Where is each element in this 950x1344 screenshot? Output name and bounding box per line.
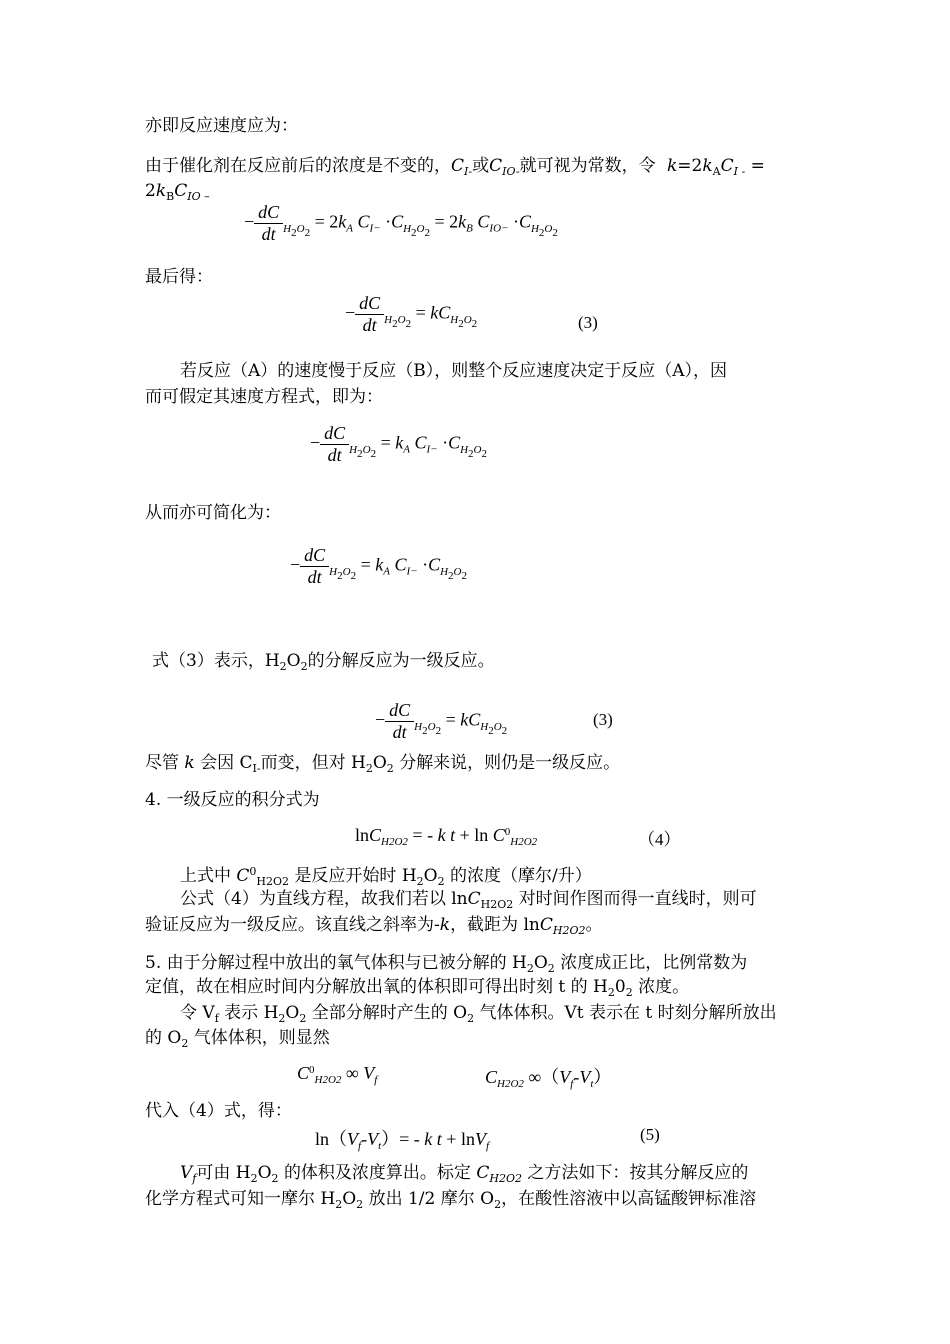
text-line: 化学方程式可知一摩尔 $H_2O_2$ 放出 1/2 摩尔 $O_2$，在酸性溶液中以高锰酸钾标准溶 bbox=[145, 1189, 757, 1211]
text-line: 由于催化剂在反应前后的浓度是不变的，$C_{I-}$或$C_{IO-}$就可视为常数，令 $k=2k_AC_{I -}$ = bbox=[145, 156, 765, 178]
text-span: 式（3）表示， bbox=[152, 651, 265, 671]
text-line: 最后得： bbox=[145, 267, 213, 287]
text-line: 从而亦可简化为： bbox=[145, 503, 281, 523]
equation-number: (3) bbox=[593, 710, 613, 729]
text-line: $2k_BC_{IO -}$ bbox=[145, 181, 210, 203]
text-span: 气体体积。Vt 表示在 t 时刻分解所放出 bbox=[479, 1003, 777, 1023]
text-span: 或 bbox=[472, 156, 490, 176]
text-span: 浓度成正比，比例常数为 bbox=[560, 953, 748, 973]
text-span: 化学方程式可知一摩尔 bbox=[145, 1189, 315, 1209]
text-line: 亦即反应速度应为： bbox=[145, 116, 298, 136]
text-span: 浓度。 bbox=[638, 977, 690, 997]
equation-number: （4） bbox=[638, 830, 681, 849]
text-span: 由于催化剂在反应前后的浓度是不变的， bbox=[145, 156, 451, 176]
equation-number: (5) bbox=[640, 1125, 660, 1144]
text-line: 若反应（A）的速度慢于反应（B），则整个反应速度决定于反应（A），因 bbox=[180, 361, 728, 381]
text-line: 4. 一级反应的积分式为 bbox=[145, 790, 320, 810]
text-span: 的 bbox=[145, 1028, 162, 1048]
text-line: 上式中 $C^0_{H2O2}$ 是反应开始时 $H_2O_2$ 的浓度（摩尔/升） bbox=[180, 865, 592, 888]
text-line: 的 $O_2$ 气体体积，则显然 bbox=[145, 1028, 330, 1050]
text-span: 5. 由于分解过程中放出的氧气体积与已被分解的 bbox=[145, 953, 507, 973]
equation: lnC$_{H2O2}$ = - k $t + \ln C^0_{H2O2}$ bbox=[355, 825, 538, 848]
text-span: 的分解反应为一级反应。 bbox=[307, 651, 495, 671]
equation: − $\frac{dC}{dt}$ $_{H_2O_2} = k_A$ $C_{I-} \cdot C_{H_2O_2}$ bbox=[290, 545, 467, 587]
equation: − $\frac{dC}{dt}$ $_{H_2O_2} = k_A$ $C_{I-} \cdot C_{H_2O_2}$ bbox=[310, 423, 487, 465]
text-span: ，截距为 bbox=[450, 915, 519, 935]
text-span: 验证反应为一级反应。该直线之斜率为 bbox=[145, 915, 434, 935]
text-span: 的浓度（摩尔/升） bbox=[450, 866, 592, 886]
text-span: 对时间作图而得一直线时，则可 bbox=[518, 889, 757, 909]
text-span: 可由 bbox=[196, 1163, 231, 1183]
text-span: 全部分解时产生的 bbox=[311, 1003, 448, 1023]
text-span: 放出 1/2 摩尔 bbox=[368, 1189, 475, 1209]
text-line: 定值，故在相应时间内分解放出氧的体积即可得出时刻 t 的 $H_20_2$ 浓度。 bbox=[145, 977, 690, 999]
text-span: ，在酸性溶液中以高锰酸钾标准溶 bbox=[501, 1189, 757, 1209]
text-line: $V_f$可由 $H_2O_2$ 的体积及浓度算出。标定 $C_{H2O2}$ 之方法如下：按其分解反应的 bbox=[180, 1163, 749, 1185]
text-span: 公式（4）为直线方程，故我们若以 bbox=[180, 889, 446, 909]
text-span: 气体体积，则显然 bbox=[193, 1028, 330, 1048]
equation: $\ln(V_f-V_t)= - k$ t + lnV$_f$ bbox=[315, 1129, 490, 1152]
text-line: 5. 由于分解过程中放出的氧气体积与已被分解的 $H_2O_2$ 浓度成正比，比例常数为 bbox=[145, 953, 748, 975]
text-span: 会因 bbox=[200, 753, 235, 773]
text-span: 的体积及浓度算出。标定 bbox=[283, 1163, 471, 1183]
text-line: 代入（4）式，得： bbox=[145, 1101, 292, 1121]
text-span: 是反应开始时 bbox=[294, 866, 397, 886]
text-span: 令 bbox=[180, 1003, 197, 1023]
text-line: 公式（4）为直线方程，故我们若以 lnC$_{H2O2}$ 对时间作图而得一直线时，则可 bbox=[180, 889, 757, 911]
text-span: 尽管 bbox=[145, 753, 179, 773]
text-line: 令 $V_f$ 表示 $H_2O_2$ 全部分解时产生的 $O_2$ 气体体积。Vt 表示在 t 时刻分解所放出 bbox=[180, 1003, 777, 1025]
equation: − $\frac{dC}{dt}$ $_{H_2O_2} = 2k_A$ $C_{I-} \cdot C_{H_2O_2} = 2k_B$ $C_{IO-} \cdot C_{H_2O_2}$ bbox=[244, 202, 558, 244]
text-span: 表示 bbox=[224, 1003, 259, 1023]
equation: $C_{H2O2}$ $\infty(V_f-V_t)$ bbox=[485, 1067, 612, 1090]
text-span: 就可视为常数，令 bbox=[519, 156, 656, 176]
text-line: 验证反应为一级反应。该直线之斜率为-k，截距为 lnC$_{H2O2}$。 bbox=[145, 915, 603, 937]
equation: − $\frac{dC}{dt}$ $_{H_2O_2} = kC_{H_2O_2}$ bbox=[375, 700, 508, 742]
text-line: 尽管 k 会因 $C_{I-}$而变，但对 $H_2O_2$ 分解来说，则仍是一级反应。 bbox=[145, 753, 621, 775]
text-span: 上式中 bbox=[180, 866, 231, 886]
text-span: 之方法如下：按其分解反应的 bbox=[527, 1163, 749, 1183]
text-span: 分解来说，则仍是一级反应。 bbox=[399, 753, 621, 773]
text-line: 而可假定其速度方程式，即为： bbox=[145, 387, 383, 407]
text-span: 定值，故在相应时间内分解放出氧的体积即可得出时刻 t 的 bbox=[145, 977, 588, 997]
text-span: 而变，但对 bbox=[260, 753, 346, 773]
equation-number: (3) bbox=[578, 313, 598, 332]
equation: $C^0_{H2O2}$ ∞ $V_f$ bbox=[297, 1063, 378, 1086]
equation: − $\frac{dC}{dt}$ $_{H_2O_2} = kC_{H_2O_2}$ bbox=[345, 293, 478, 335]
text-line: 式（3）表示，$H_2O_2$的分解反应为一级反应。 bbox=[152, 651, 495, 673]
